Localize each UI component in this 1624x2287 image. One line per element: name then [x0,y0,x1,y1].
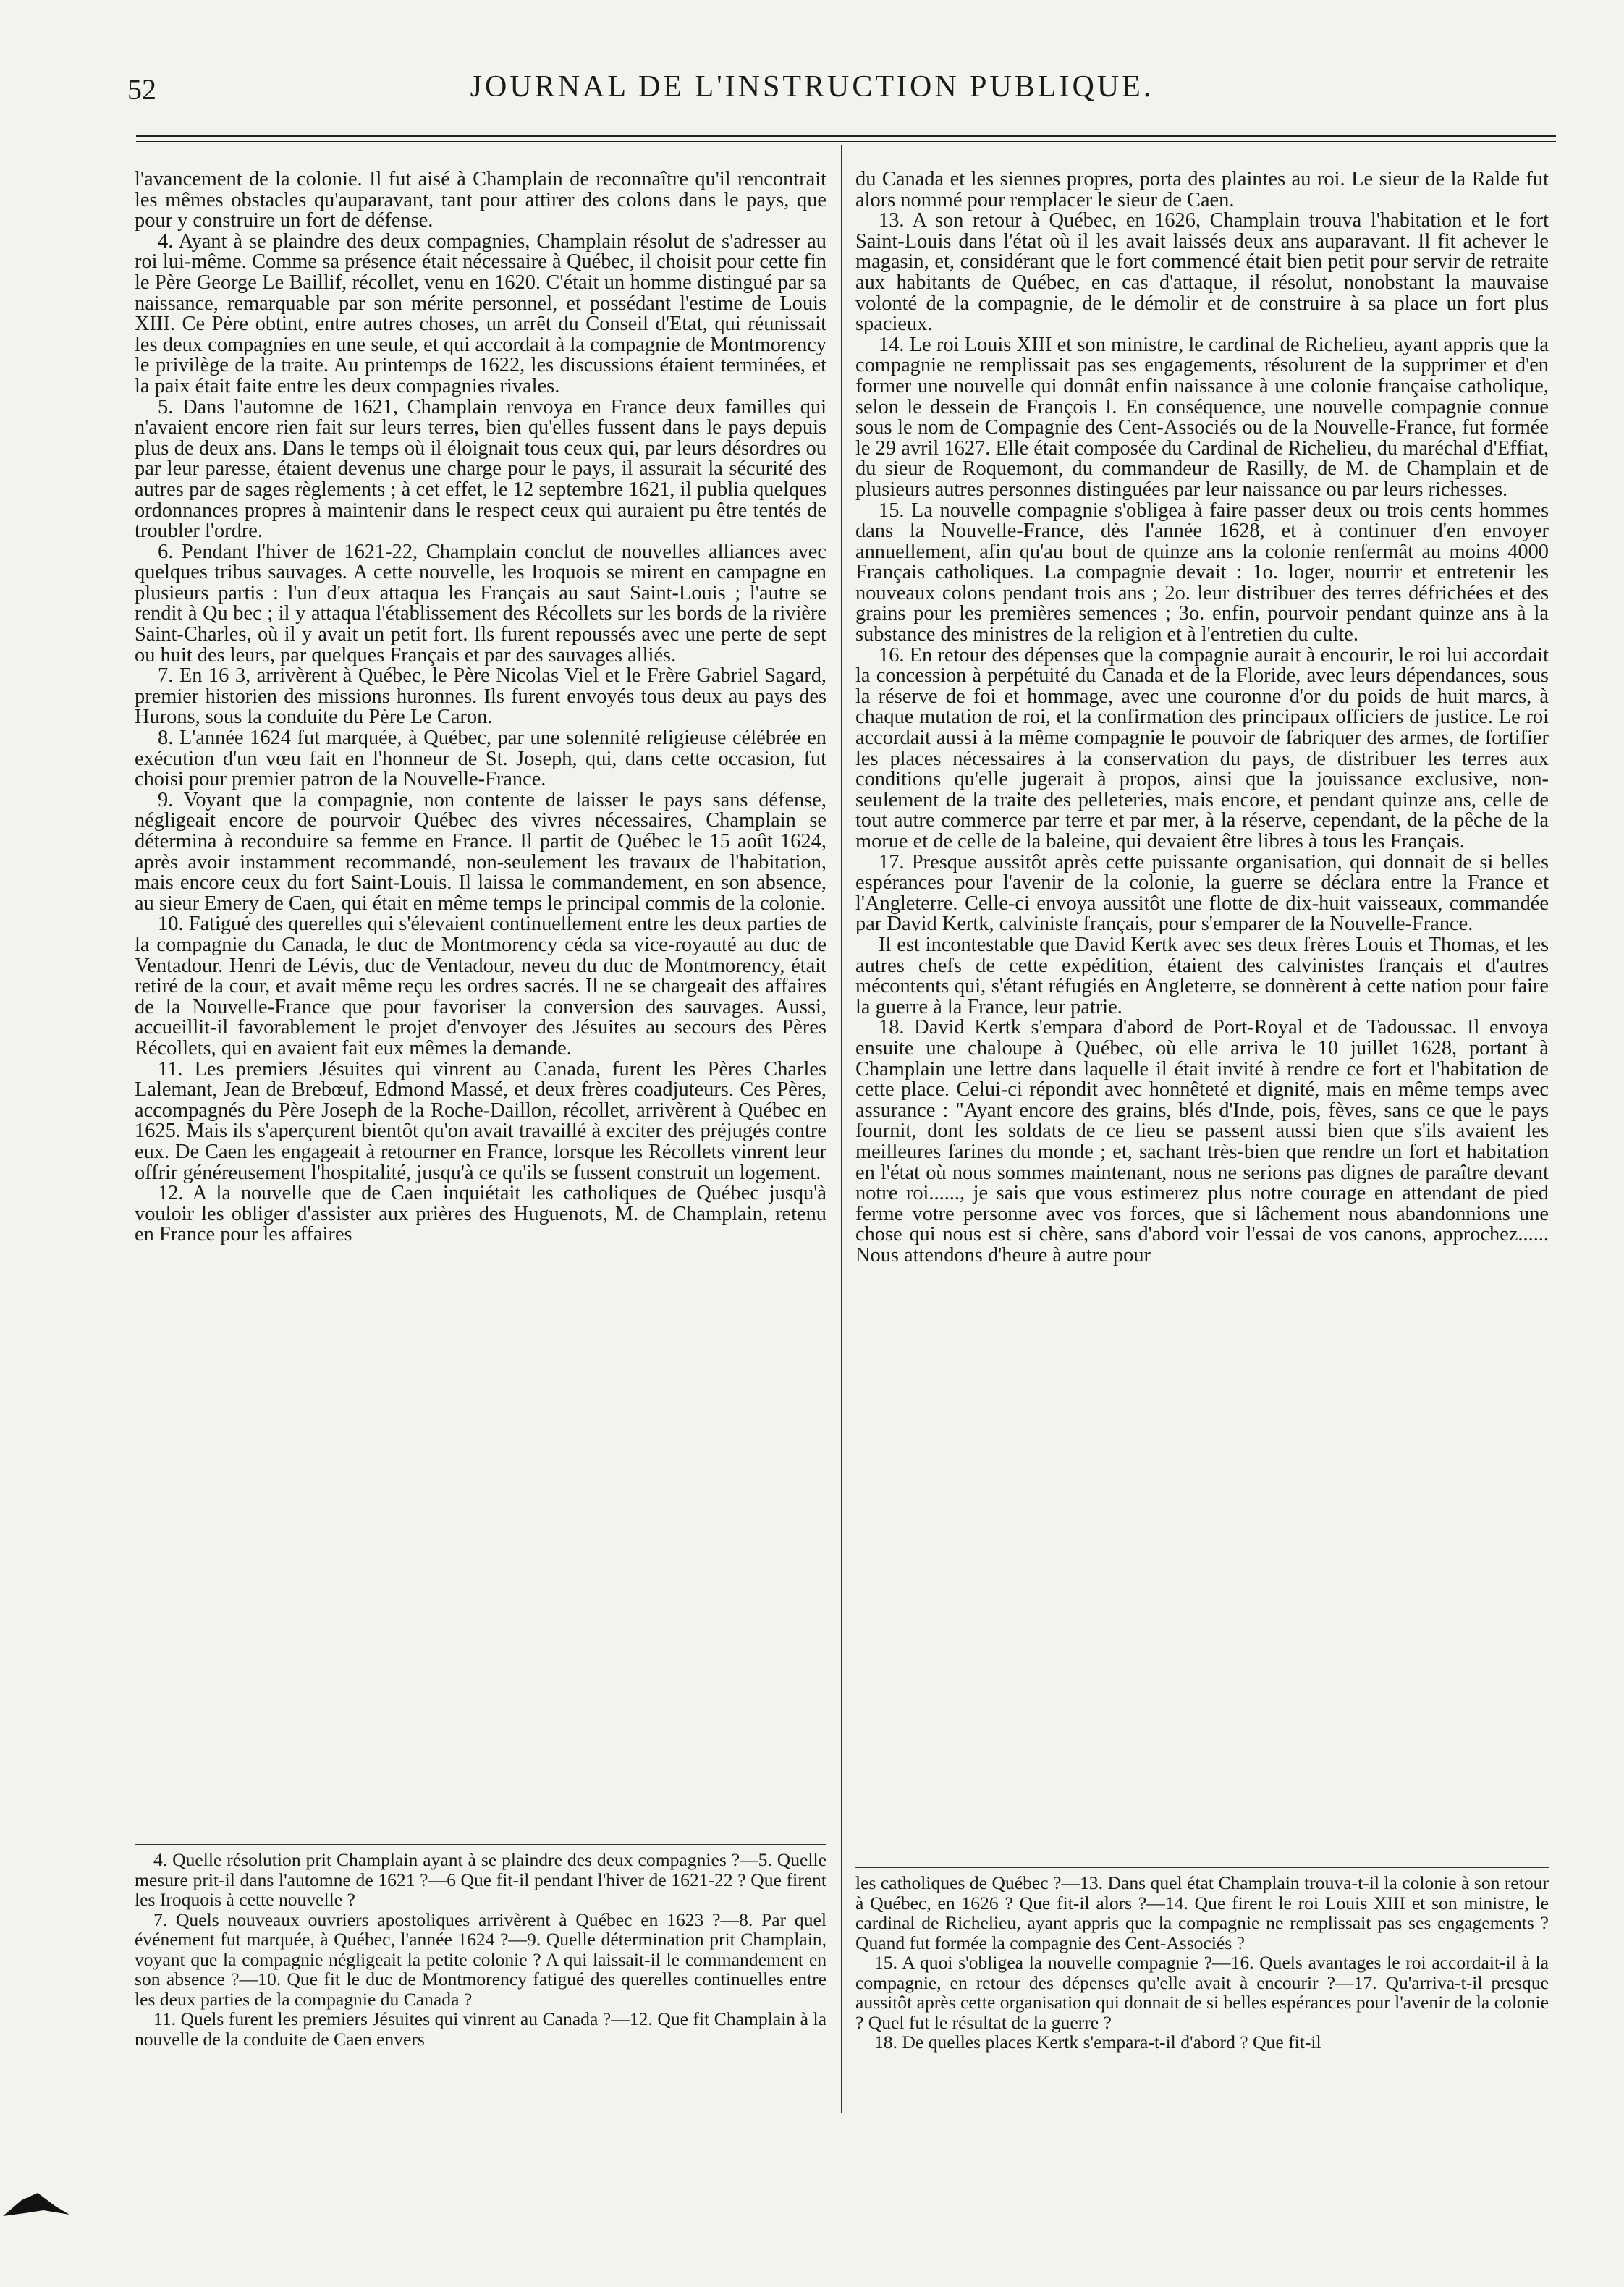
paragraph: 16. En retour des dépenses que la compagnie aurait à encourir, le roi lui accordait la concession à perpétuité du Canada et de la Floride, avec leurs dépendances, sous la réserve de foi et hommage, avec une couronne d'or du poids de huit marcs, à chaque mutation de roi, et la confirmation des principaux officiers de justice. Le roi accordait aussi à la même compagnie le pouvoir de fabriquer des armes, de fortifier les places nécessaires à la conservation du pays, de distribuer les terres aux conditions qu'elle jugerait à propos, ainsi que la jouissance exclusive, non-seulement de la traite des pelleteries, mais encore, et pendant quinze ans, celle de tout autre commerce par terre et par mer, à la réserve, cependant, de la pêche de la morue et de celle de la baleine, qui devaient être libres à tous les Français. [855,643,1549,853]
paragraph: 13. A son retour à Québec, en 1626, Champlain trouva l'habitation et le fort Saint-Louis dans l'état où il les avait laissés deux ans auparavant. Il fit achever le magasin, et, considérant que le fort commencé était bien petit pour servir de retraite aux habitants de Québec, en cas d'attaque, il résolut, nonobstant la mauvaise volonté de la compagnie, de le démolir et de construire à sa place un fort plus spacieux. [855,209,1549,336]
questions-right [855,1873,1549,2053]
ink-blot [0,2171,72,2222]
header-rule [136,135,1556,137]
paragraph: 7. En 16 3, arrivèrent à Québec, le Père Nicolas Viel et le Frère Gabriel Sagard, premier historien des missions huronnes. Ils furent envoyés tous deux au pays des Hurons, sous la conduite du Père Le Caron. [135,664,826,729]
questions-left [135,1850,826,2049]
paragraph: 9. Voyant que la compagnie, non contente de laisser le pays sans défense, négligeait encore de pourvoir Québec des vivres nécessaires, Champlain se détermina à reconduire sa femme en France. Il partit de Québec le 15 août 1624, après avoir instamment recommandé, non-seulement les travaux de l'habitation, mais encore ceux du fort Saint-Louis. Il laissa le commandement, en son absence, au sieur Emery de Caen, qui était en même temps le principal commis de la colonie. [135,788,826,915]
paragraph: 8. L'année 1624 fut marquée, à Québec, par une solennité religieuse célébrée en exécution d'un vœu fait en l'honneur de St. Joseph, qui, dans cette occasion, fut choisi pour premier patron de la Nouvelle-France. [135,727,826,791]
right-column [855,169,1549,1266]
questions-rule-left [135,1844,826,1845]
header-rule-thin [136,141,1556,142]
paragraph: 4. Ayant à se plaindre des deux compagnies, Champlain résolut de s'adresser au roi lui-même. Comme sa présence était nécessaire à Québec, il choisit pour cette fin le Père George Le Baillif, récollet, venu en 1620. C'était un homme distingué par sa naissance, remarquable par son mérite personnel, et possédant l'estime de Louis XIII. Ce Père obtint, entre autres choses, un arrêt du Conseil d'Etat, qui réunissait les deux compagnies en une seule, et qui accordait à la compagnie de Montmorency le privilège de la traite. Au printemps de 1622, les discussions étaient terminées, et la paix était faite entre les deux compagnies rivales. [135,229,826,397]
paragraph: du Canada et les siennes propres, porta des plaintes au roi. Le sieur de la Ralde fut alors nommé pour remplacer le sieur de Caen. [855,168,1549,211]
paragraph: 12. A la nouvelle que de Caen inquiétait les catholiques de Québec jusqu'à vouloir les obliger d'assister aux prières des Huguenots, M. de Champlain, retenu en France pour les affaires [135,1182,826,1246]
paragraph: 5. Dans l'automne de 1621, Champlain renvoya en France deux familles qui n'avaient encore rien fait sur leurs terres, bien qu'elles fussent dans le pays depuis plus de deux ans. Dans le temps où il éloignait tous ceux qui, par leurs désordres ou par leur paresse, étaient devenus une charge pour le pays, il assurait la sécurité des autres par de sages règlements ; à cet effet, le 12 septembre 1621, il publia quelques ordonnances propres à maintenir dans le respect ceux qui auraient pu être tentés de troubler l'ordre. [135,395,826,543]
paragraph: 14. Le roi Louis XIII et son ministre, le cardinal de Richelieu, ayant appris que la compagnie ne remplissait pas ses engagements, résolurent de la supprimer et d'en former une nouvelle qui donnât enfin naissance à une colonie française catholique, selon le dessein de François I. En conséquence, une nouvelle compagnie connue sous le nom de Compagnie des Cent-Associés ou de la Nouvelle-France, fut formée le 29 avril 1627. Elle était composée du Cardinal de Richelieu, du maréchal d'Effiat, du sieur de Roquemont, du commandeur de Rasilly, de M. de Champlain et de plusieurs autres personnes distinguées par leur naissance ou par leurs richesses. [855,333,1549,501]
questions-rule-right [855,1867,1549,1868]
question-block: 7. Quels nouveaux ouvriers apostoliques arrivèrent à Québec en 1623 ?—8. Par quel événement fut marquée, à Québec, l'année 1624 ?—9. Quelle détermination prit Champlain, voyant que la compagnie négligeait la petite colonie ? A qui laissait-il le commandement en son absence ?—10. Que fit le duc de Montmorency fatigué des querelles continuelles entre les deux parties de la compagnie du Canada ? [135,1908,826,2010]
page-number: 52 [127,73,156,106]
paragraph: Il est incontestable que David Kertk avec ses deux frères Louis et Thomas, et les autres chefs de cette expédition, étaient des calvinistes français et d'autres mécontents qui, s'étant réfugiés en Angleterre, se donnèrent à cette nation pour faire la guerre à la France, leur patrie. [855,933,1549,1018]
question-block: 4. Quelle résolution prit Champlain ayant à se plaindre des deux compagnies ?—5. Quelle mesure prit-il dans l'automne de 1621 ?—6 Que fit-il pendant l'hiver de 1621-22 ? Que firent les Iroquois à cette nouvelle ? [135,1849,826,1910]
question-block: 11. Quels furent les premiers Jésuites qui vinrent au Canada ?—12. Que fit Champlain à la nouvelle de la conduite de Caen envers [135,2008,826,2050]
paragraph: 6. Pendant l'hiver de 1621-22, Champlain conclut de nouvelles alliances avec quelques tribus sauvages. A cette nouvelle, les Iroquois se mirent en campagne en plusieurs partis : l'un d'eux attaqua les Français au saut Saint-Louis ; l'autre se rendit à Qu bec ; il y attaqua l'établissement des Récollets sur les bords de la rivière Saint-Charles, où il y avait un petit fort. Ils furent repoussés avec une perte de sept ou huit des leurs, par quelques Français et par des sauvages alliés. [135,540,826,667]
question-block: les catholiques de Québec ?—13. Dans quel état Champlain trouva-t-il la colonie à son retour à Québec, en 1626 ? Que fit-il alors ?—14. Que firent le roi Louis XIII et son ministre, le cardinal de Richelieu, ayant appris que la compagnie ne remplissait pas ses engagements ? Quand fut formée la compagnie des Cent-Associés ? [855,1872,1549,1953]
paragraph: 10. Fatigué des querelles qui s'élevaient continuellement entre les deux parties de la compagnie du Canada, le duc de Montmorency céda sa vice-royauté au duc de Ventadour. Henri de Lévis, duc de Ventadour, neveu du duc de Montmorency, était retiré de la cour, et avait même reçu les ordres sacrés. Il ne se chargeait des affaires de la Nouvelle-France que pour favoriser la conversion des sauvages. Aussi, accueillit-il favorablement le projet d'envoyer des Jésuites au secours des Pères Récollets, qui en avaient fait eux mêmes la demande. [135,913,826,1060]
left-column [135,169,826,1246]
journal-title: JOURNAL DE L'INSTRUCTION PUBLIQUE. [470,70,1154,103]
paragraph: 11. Les premiers Jésuites qui vinrent au Canada, furent les Pères Charles Lalemant, Jean de Brebœuf, Edmond Massé, et deux frères coadjuteurs. Ces Pères, accompagnés du Père Joseph de la Roche-Daillon, récollet, arrivèrent à Québec en 1625. Mais ils s'aperçurent bientôt qu'on avait travaillé à exciter des préjugés contre eux. De Caen les engageait à retourner en France, lorsque les Récollets vinrent leur offrir généreusement l'hospitalité, jusqu'à ce qu'ils se fussent construit un logement. [135,1057,826,1184]
question-block: 18. De quelles places Kertk s'empara-t-il d'abord ? Que fit-il [874,2032,1321,2053]
paragraph: l'avancement de la colonie. Il fut aisé à Champlain de reconnaître qu'il rencontrait les mêmes obstacles qu'auparavant, tant pour attirer des colons dans le pays, que pour y construire un fort de défense. [135,168,826,232]
column-divider [841,145,842,2113]
question-block: 15. A quoi s'obligea la nouvelle compagnie ?—16. Quels avantages le roi accordait-il à la compagnie, en retour des dépenses qu'elle avait à encourir ?—17. Qu'arriva-t-il presque aussitôt après cette organisation qui donnait de si belles espérances pour l'avenir de la colonie ? Quel fut le résultat de la guerre ? [855,1952,1549,2033]
paragraph: 17. Presque aussitôt après cette puissante organisation, qui donnait de si belles espérances pour l'avenir de la colonie, la guerre se déclara entre la France et l'Angleterre. Celle-ci envoya aussitôt une flotte de dix-huit vaisseaux, commandée par David Kertk, calviniste français, pour s'emparer de la Nouvelle-France. [855,850,1549,936]
paragraph: 15. La nouvelle compagnie s'obligea à faire passer deux ou trois cents hommes dans la Nouvelle-France, dès l'année 1628, et à continuer d'en envoyer annuellement, afin qu'au bout de quinze ans la colonie renfermât au moins 4000 Français catholiques. La compagnie devait : 1o. loger, nourrir et entretenir les nouveaux colons pendant trois ans ; 2o. leur distribuer des terres défrichées et des grains pour les premières semences ; 3o. enfin, pourvoir pendant quinze ans à la substance des ministres de la religion et à l'entretien du culte. [855,499,1549,646]
paragraph: 18. David Kertk s'empara d'abord de Port-Royal et de Tadoussac. Il envoya ensuite une chaloupe à Québec, où elle arriva le 10 juillet 1628, portant à Champlain une lettre dans laquelle il était invité à rendre ce fort et l'habitation de cette place. Celui-ci répondit avec honnêteté et dignité, mais en même temps avec assurance : "Ayant encore des grains, blés d'Inde, pois, fèves, sans ce que le pays fournit, dont les soldats de ce lieu se passent aussi bien que s'ils avaient les meilleures farines du monde ; et, sachant très-bien que rendre un fort et habitation en l'état où nous sommes maintenant, nous ne serions pas dignes de paraître devant notre roi......, je sais que vous estimerez plus notre courage en attendant de pied ferme votre personne avec vos forces, que si lâchement nous abandonnions une chose qui nous est si chère, sans d'abord voir l'essai de vos canons, approchez...... Nous attendons d'heure à autre pour [855,1016,1549,1267]
